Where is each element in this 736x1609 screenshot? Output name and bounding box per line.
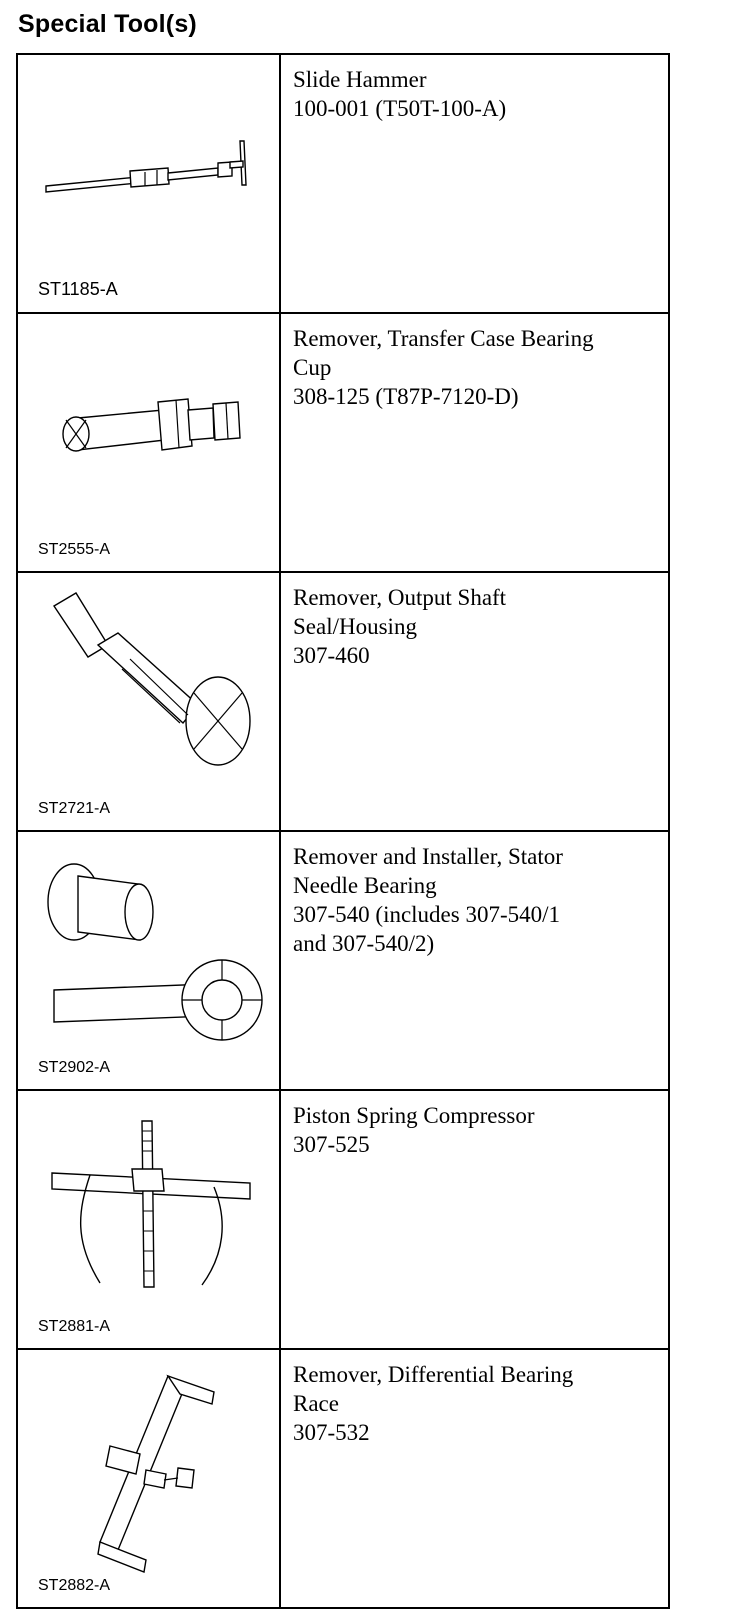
tool-name: Remover, Differential Bearing <box>293 1362 574 1387</box>
tool-number-continued: and 307-540/2) <box>293 931 435 956</box>
tool-code: ST1185-A <box>38 279 118 299</box>
tool-description <box>280 831 669 1090</box>
tool-code: ST2882-A <box>38 1577 111 1594</box>
tool-row <box>17 313 669 572</box>
piston-spring-compressor-illustration <box>18 1091 279 1338</box>
tool-row <box>17 572 669 831</box>
differential-bearing-race-remover-illustration <box>18 1350 279 1597</box>
tool-name: Remover and Installer, Stator <box>293 844 563 869</box>
tool-illustration-cell <box>17 831 280 1090</box>
tool-row <box>17 1090 669 1349</box>
tool-name-continued: Race <box>293 1391 339 1416</box>
tool-illustration-cell <box>17 313 280 572</box>
tool-number: 307-460 <box>293 643 370 668</box>
tool-name: Remover, Output Shaft <box>293 585 507 610</box>
tool-number: 308-125 (T87P-7120-D) <box>293 384 519 409</box>
tool-row <box>17 54 669 313</box>
page-title: Special Tool(s) <box>18 10 197 38</box>
tool-illustration-cell <box>17 572 280 831</box>
bearing-cup-remover-illustration <box>18 314 279 561</box>
tool-code: ST2555-A <box>38 541 111 558</box>
tool-name: Remover, Transfer Case Bearing <box>293 326 594 351</box>
tool-row <box>17 1349 669 1608</box>
tool-description <box>280 1090 669 1349</box>
tool-name-continued: Needle Bearing <box>293 873 437 898</box>
tool-illustration-cell <box>17 1090 280 1349</box>
tool-row <box>17 831 669 1090</box>
tool-code: ST2721-A <box>38 800 111 817</box>
stator-needle-bearing-tool-illustration <box>18 832 279 1079</box>
tool-description <box>280 313 669 572</box>
tool-number: 100-001 (T50T-100-A) <box>293 96 507 121</box>
tool-description <box>280 1349 669 1608</box>
tool-illustration-cell <box>17 1349 280 1608</box>
tool-name-continued: Seal/Housing <box>293 614 417 639</box>
tool-description <box>280 54 669 313</box>
tool-name-continued: Cup <box>293 355 332 380</box>
tool-illustration-cell <box>17 54 280 313</box>
tool-name: Piston Spring Compressor <box>293 1103 535 1128</box>
tool-name: Slide Hammer <box>293 67 427 92</box>
special-tools-table <box>16 53 670 1609</box>
tool-code: ST2881-A <box>38 1318 111 1335</box>
slide-hammer-illustration <box>18 55 279 302</box>
tool-number: 307-525 <box>293 1132 370 1157</box>
tool-number: 307-540 (includes 307-540/1 <box>293 902 561 927</box>
tool-code: ST2902-A <box>38 1059 111 1076</box>
output-shaft-seal-remover-illustration <box>18 573 279 820</box>
tool-description <box>280 572 669 831</box>
tool-number: 307-532 <box>293 1420 370 1445</box>
